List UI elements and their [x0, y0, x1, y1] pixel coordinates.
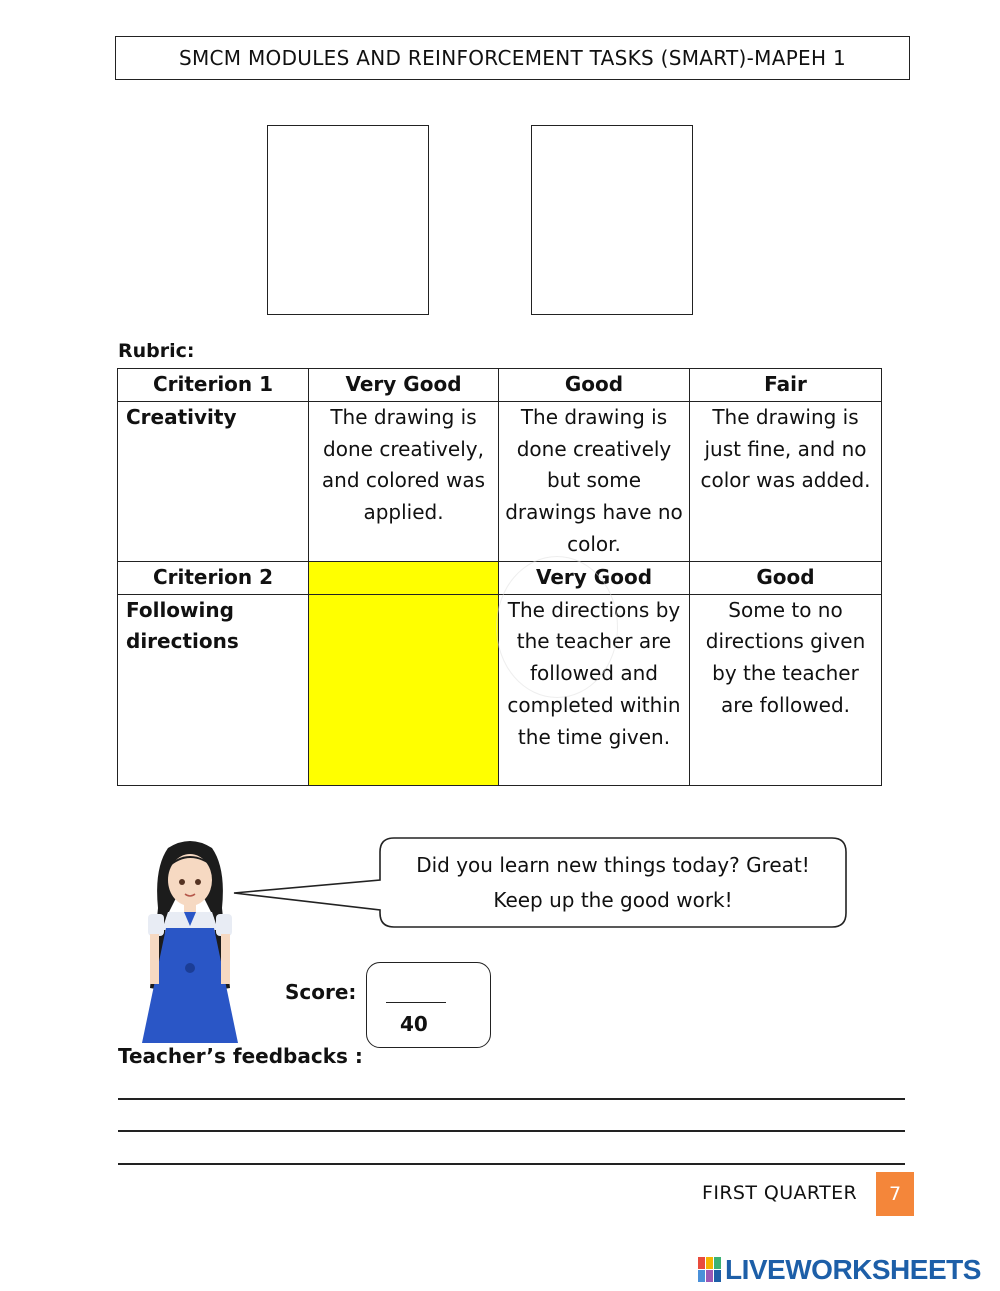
creativity-good: The drawing is done creatively but some drawings have no color.	[499, 401, 690, 561]
creativity-label: Creativity	[118, 401, 309, 561]
page-number: 7	[876, 1172, 914, 1216]
directions-good: Some to no directions given by the teacher are followed.	[690, 594, 882, 785]
table-row	[118, 401, 882, 561]
very-good-header: Very Good	[309, 369, 499, 402]
liveworksheets-logo-icon	[698, 1257, 722, 1283]
creativity-very-good: The drawing is done creatively, and colored was applied.	[309, 401, 499, 561]
feedback-label: Teacher’s feedbacks :	[118, 1044, 363, 1068]
feedback-line-3[interactable]	[118, 1163, 905, 1165]
score-input-line[interactable]	[386, 1002, 446, 1003]
speech-bubble-text	[380, 848, 846, 918]
criterion-1-header: Criterion 1	[118, 369, 309, 402]
brand-text: LIVEWORKSHEETS	[725, 1254, 981, 1285]
rubric-label: Rubric:	[118, 340, 195, 362]
creativity-fair: The drawing is just fine, and no color was added.	[690, 401, 882, 561]
speech-line-1: Did you learn new things today? Great!	[416, 853, 810, 877]
speech-line-2: Keep up the good work!	[493, 888, 733, 912]
very-good-header-2: Very Good	[499, 561, 690, 594]
student-girl-illustration	[138, 838, 242, 1043]
score-box	[366, 962, 491, 1048]
table-row	[118, 594, 882, 785]
quarter-label: FIRST QUARTER	[702, 1182, 858, 1204]
drawing-box-2[interactable]	[531, 125, 693, 315]
highlighted-empty-cell	[309, 594, 499, 785]
table-row	[118, 369, 882, 402]
worksheet-title: SMCM MODULES AND REINFORCEMENT TASKS (SMART)-MAPEH 1	[115, 36, 910, 80]
directions-very-good: The directions by the teacher are followed and completed within the time given.	[499, 594, 690, 785]
feedback-line-2[interactable]	[118, 1130, 905, 1132]
good-header: Good	[499, 369, 690, 402]
highlighted-empty-header	[309, 561, 499, 594]
feedback-line-1[interactable]	[118, 1098, 905, 1100]
criterion-2-header: Criterion 2	[118, 561, 309, 594]
score-label: Score:	[285, 980, 357, 1004]
fair-header: Fair	[690, 369, 882, 402]
drawing-box-1[interactable]	[267, 125, 429, 315]
rubric-table	[117, 368, 882, 786]
liveworksheets-brand	[698, 1254, 981, 1286]
score-total: 40	[400, 1012, 428, 1036]
following-directions-label: Following directions	[118, 594, 309, 785]
good-header-2: Good	[690, 561, 882, 594]
table-row	[118, 561, 882, 594]
